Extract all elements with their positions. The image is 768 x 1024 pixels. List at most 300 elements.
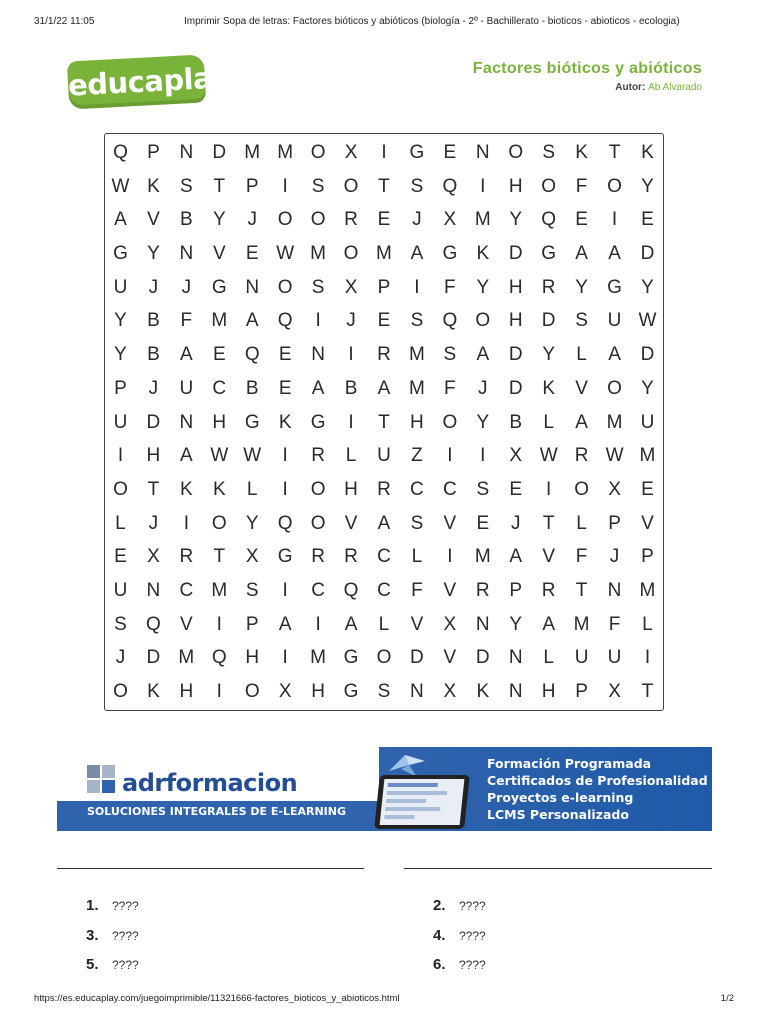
- grid-cell[interactable]: I: [348, 344, 354, 366]
- grid-cell[interactable]: N: [179, 243, 194, 265]
- grid-cell[interactable]: R: [344, 209, 358, 231]
- grid-cell[interactable]: A: [245, 310, 259, 332]
- grid-cell[interactable]: W: [605, 445, 624, 467]
- grid-cell[interactable]: Y: [114, 310, 127, 332]
- grid-cell[interactable]: R: [179, 546, 194, 568]
- grid-cell[interactable]: W: [638, 310, 657, 332]
- grid-cell[interactable]: L: [642, 613, 653, 635]
- grid-cell[interactable]: L: [246, 478, 258, 500]
- grid-cell[interactable]: T: [608, 142, 621, 163]
- grid-cell[interactable]: O: [475, 310, 491, 332]
- grid-cell[interactable]: O: [113, 478, 128, 500]
- grid-cell[interactable]: A: [180, 445, 193, 467]
- grid-cell[interactable]: O: [277, 209, 293, 231]
- grid-cell[interactable]: I: [381, 142, 387, 163]
- grid-cell[interactable]: U: [574, 647, 589, 669]
- grid-cell[interactable]: O: [343, 243, 359, 265]
- grid-cell[interactable]: A: [410, 243, 424, 265]
- grid-cell[interactable]: R: [475, 579, 490, 601]
- grid-cell[interactable]: K: [641, 142, 654, 163]
- grid-cell[interactable]: L: [576, 512, 587, 534]
- grid-cell[interactable]: V: [147, 209, 160, 231]
- grid-cell[interactable]: X: [608, 478, 621, 500]
- grid-cell[interactable]: J: [148, 512, 159, 534]
- grid-cell[interactable]: H: [146, 445, 161, 467]
- grid-cell[interactable]: A: [278, 613, 292, 635]
- grid-cell[interactable]: I: [414, 276, 420, 298]
- grid-cell[interactable]: D: [640, 344, 655, 366]
- grid-cell[interactable]: E: [114, 546, 127, 568]
- grid-cell[interactable]: K: [476, 681, 490, 702]
- grid-cell[interactable]: X: [509, 445, 523, 467]
- grid-cell[interactable]: A: [114, 209, 127, 231]
- grid-cell[interactable]: U: [377, 445, 391, 467]
- grid-cell[interactable]: M: [277, 142, 294, 163]
- print-url[interactable]: https://es.educaplay.com/juegoimprimible/11321666-factores_bioticos_y_abioticos.html: [34, 993, 400, 1004]
- grid-cell[interactable]: I: [183, 512, 189, 534]
- grid-cell[interactable]: K: [278, 411, 292, 433]
- grid-cell[interactable]: H: [344, 478, 358, 500]
- grid-cell[interactable]: C: [311, 579, 325, 601]
- grid-cell[interactable]: O: [310, 209, 326, 231]
- grid-cell[interactable]: Q: [277, 310, 293, 332]
- grid-cell[interactable]: T: [575, 579, 588, 601]
- grid-cell[interactable]: V: [575, 377, 588, 399]
- grid-cell[interactable]: A: [344, 613, 358, 635]
- grid-cell[interactable]: H: [410, 411, 424, 433]
- grid-cell[interactable]: J: [609, 546, 620, 568]
- grid-cell[interactable]: E: [476, 512, 490, 534]
- grid-cell[interactable]: E: [377, 310, 391, 332]
- grid-cell[interactable]: L: [543, 411, 554, 433]
- grid-cell[interactable]: S: [443, 344, 457, 366]
- grid-cell[interactable]: Q: [277, 512, 293, 534]
- grid-cell[interactable]: I: [282, 647, 288, 669]
- grid-cell[interactable]: S: [245, 579, 259, 601]
- grid-cell[interactable]: Y: [575, 276, 588, 298]
- grid-cell[interactable]: A: [377, 512, 391, 534]
- grid-cell[interactable]: S: [410, 175, 424, 197]
- grid-cell[interactable]: O: [244, 681, 260, 702]
- grid-cell[interactable]: T: [213, 546, 226, 568]
- grid-cell[interactable]: G: [113, 243, 128, 265]
- grid-cell[interactable]: R: [344, 546, 358, 568]
- grid-cell[interactable]: P: [575, 681, 588, 702]
- grid-cell[interactable]: M: [310, 243, 326, 265]
- grid-cell[interactable]: I: [315, 310, 321, 332]
- grid-cell[interactable]: S: [377, 681, 391, 702]
- grid-cell[interactable]: X: [344, 276, 358, 298]
- grid-cell[interactable]: K: [476, 243, 490, 265]
- grid-cell[interactable]: B: [344, 377, 358, 399]
- grid-cell[interactable]: M: [211, 310, 228, 332]
- grid-cell[interactable]: C: [377, 546, 391, 568]
- grid-cell[interactable]: H: [179, 681, 194, 702]
- grid-cell[interactable]: D: [212, 142, 227, 163]
- grid-cell[interactable]: J: [247, 209, 257, 231]
- grid-cell[interactable]: N: [508, 681, 523, 702]
- grid-cell[interactable]: Y: [542, 344, 555, 366]
- grid-cell[interactable]: V: [344, 512, 358, 534]
- grid-cell[interactable]: J: [115, 647, 126, 669]
- grid-cell[interactable]: Q: [343, 579, 359, 601]
- grid-cell[interactable]: Y: [147, 243, 160, 265]
- grid-cell[interactable]: E: [641, 209, 654, 231]
- grid-cell[interactable]: G: [244, 411, 260, 433]
- grid-cell[interactable]: X: [443, 209, 457, 231]
- grid-cell[interactable]: E: [443, 142, 457, 163]
- grid-cell[interactable]: Y: [476, 276, 490, 298]
- grid-cell[interactable]: L: [378, 613, 390, 635]
- grid-cell[interactable]: K: [147, 175, 160, 197]
- grid-cell[interactable]: V: [443, 647, 457, 669]
- grid-cell[interactable]: P: [509, 579, 523, 601]
- grid-cell[interactable]: P: [245, 175, 259, 197]
- grid-cell[interactable]: P: [641, 546, 654, 568]
- grid-cell[interactable]: E: [641, 478, 654, 500]
- grid-cell[interactable]: M: [244, 142, 261, 163]
- grid-cell[interactable]: J: [412, 209, 422, 231]
- grid-cell[interactable]: Q: [146, 613, 161, 635]
- grid-cell[interactable]: I: [644, 647, 651, 669]
- grid-cell[interactable]: D: [541, 310, 556, 332]
- grid-cell[interactable]: K: [180, 478, 193, 500]
- grid-cell[interactable]: B: [147, 344, 160, 366]
- grid-cell[interactable]: D: [640, 243, 655, 265]
- grid-cell[interactable]: T: [542, 512, 555, 534]
- grid-cell[interactable]: G: [409, 142, 425, 163]
- grid-cell[interactable]: X: [443, 613, 457, 635]
- grid-cell[interactable]: K: [147, 681, 160, 702]
- grid-cell[interactable]: N: [311, 344, 325, 366]
- grid-cell[interactable]: W: [243, 445, 262, 467]
- grid-cell[interactable]: E: [278, 377, 292, 399]
- grid-cell[interactable]: X: [147, 546, 160, 568]
- grid-cell[interactable]: M: [474, 546, 491, 568]
- grid-cell[interactable]: P: [114, 377, 127, 399]
- grid-cell[interactable]: N: [508, 647, 523, 669]
- grid-cell[interactable]: O: [508, 142, 524, 163]
- grid-cell[interactable]: Y: [245, 512, 259, 534]
- grid-cell[interactable]: T: [378, 411, 390, 433]
- grid-cell[interactable]: C: [212, 377, 227, 399]
- grid-cell[interactable]: Q: [113, 142, 128, 163]
- grid-cell[interactable]: M: [639, 579, 656, 601]
- grid-cell[interactable]: P: [147, 142, 160, 163]
- grid-cell[interactable]: E: [212, 344, 226, 366]
- grid-cell[interactable]: Q: [442, 310, 458, 332]
- grid-cell[interactable]: I: [282, 478, 288, 500]
- grid-cell[interactable]: S: [311, 276, 325, 298]
- grid-cell[interactable]: R: [311, 546, 325, 568]
- answer-text: ????: [459, 958, 486, 972]
- grid-cell[interactable]: V: [443, 512, 457, 534]
- grid-cell[interactable]: O: [376, 647, 392, 669]
- grid-cell[interactable]: M: [376, 243, 392, 265]
- grid-cell[interactable]: J: [478, 377, 488, 399]
- grid-cell[interactable]: P: [377, 276, 391, 298]
- grid-cell[interactable]: S: [410, 310, 424, 332]
- grid-cell[interactable]: J: [148, 276, 159, 298]
- grid-cell[interactable]: D: [146, 411, 161, 433]
- grid-cell[interactable]: N: [410, 681, 424, 702]
- grid-cell[interactable]: Y: [212, 209, 226, 231]
- grid-cell[interactable]: Y: [114, 344, 127, 366]
- grid-cell[interactable]: U: [113, 411, 128, 433]
- grid-cell[interactable]: O: [574, 478, 589, 500]
- grid-cell[interactable]: J: [346, 310, 356, 332]
- grid-cell[interactable]: J: [148, 377, 159, 399]
- grid-cell[interactable]: X: [344, 142, 358, 163]
- grid-cell[interactable]: H: [541, 681, 556, 702]
- grid-cell[interactable]: U: [113, 276, 128, 298]
- grid-cell[interactable]: E: [278, 344, 292, 366]
- grid-cell[interactable]: A: [509, 546, 523, 568]
- grid-cell[interactable]: N: [475, 142, 490, 163]
- grid-cell[interactable]: I: [282, 579, 288, 601]
- grid-cell[interactable]: A: [377, 377, 391, 399]
- grid-cell[interactable]: R: [377, 344, 391, 366]
- grid-cell[interactable]: Z: [411, 445, 423, 467]
- grid-cell[interactable]: Y: [509, 209, 523, 231]
- grid-cell[interactable]: M: [474, 209, 491, 231]
- grid-cell[interactable]: T: [378, 175, 390, 197]
- grid-cell[interactable]: O: [607, 377, 622, 399]
- grid-cell[interactable]: R: [574, 445, 589, 467]
- grid-cell[interactable]: B: [180, 209, 193, 231]
- grid-cell[interactable]: I: [117, 445, 124, 467]
- grid-cell[interactable]: I: [480, 445, 486, 467]
- tablet-icon: [374, 775, 470, 829]
- grid-cell[interactable]: U: [179, 377, 194, 399]
- grid-cell[interactable]: Q: [541, 209, 557, 231]
- grid-cell[interactable]: O: [541, 175, 557, 197]
- grid-cell[interactable]: S: [575, 310, 588, 332]
- grid-cell[interactable]: M: [211, 579, 228, 601]
- grid-cell[interactable]: Y: [641, 175, 654, 197]
- grid-cell[interactable]: P: [608, 512, 621, 534]
- grid-cell[interactable]: D: [508, 377, 523, 399]
- adrformacion-banner[interactable]: [57, 747, 712, 831]
- grid-cell[interactable]: T: [147, 478, 160, 500]
- grid-cell[interactable]: I: [348, 411, 354, 433]
- grid-cell[interactable]: E: [245, 243, 259, 265]
- grid-cell[interactable]: F: [444, 377, 456, 399]
- grid-cell[interactable]: F: [608, 613, 621, 635]
- grid-cell[interactable]: N: [245, 276, 260, 298]
- grid-cell[interactable]: F: [411, 579, 423, 601]
- grid-cell[interactable]: E: [377, 209, 391, 231]
- educaplay-logo[interactable]: [67, 54, 231, 109]
- grid-cell[interactable]: U: [113, 579, 128, 601]
- grid-cell[interactable]: T: [213, 175, 226, 197]
- grid-cell[interactable]: D: [475, 647, 490, 669]
- grid-cell[interactable]: O: [310, 478, 326, 500]
- grid-cell[interactable]: A: [575, 411, 588, 433]
- grid-cell[interactable]: L: [576, 344, 587, 366]
- grid-cell[interactable]: O: [113, 681, 128, 702]
- grid-cell[interactable]: A: [608, 344, 621, 366]
- grid-cell[interactable]: M: [178, 647, 195, 669]
- grid-cell[interactable]: G: [343, 647, 359, 669]
- grid-cell[interactable]: R: [311, 445, 325, 467]
- grid-cell[interactable]: G: [541, 243, 557, 265]
- grid-cell[interactable]: R: [377, 478, 391, 500]
- grid-cell[interactable]: L: [115, 512, 126, 534]
- grid-cell[interactable]: D: [508, 344, 523, 366]
- grid-cell[interactable]: L: [411, 546, 423, 568]
- answer-number: 3.: [86, 927, 99, 944]
- grid-cell[interactable]: N: [179, 411, 194, 433]
- grid-cell[interactable]: H: [508, 310, 523, 332]
- grid-cell[interactable]: H: [508, 276, 523, 298]
- grid-cell[interactable]: F: [575, 546, 588, 568]
- grid-cell[interactable]: N: [607, 579, 622, 601]
- grid-cell[interactable]: V: [641, 512, 654, 534]
- grid-cell[interactable]: A: [180, 344, 193, 366]
- grid-cell[interactable]: C: [377, 579, 391, 601]
- grid-cell[interactable]: B: [509, 411, 523, 433]
- grid-cell[interactable]: S: [180, 175, 193, 197]
- grid-cell[interactable]: S: [311, 175, 325, 197]
- grid-cell[interactable]: I: [546, 478, 552, 500]
- grid-cell[interactable]: A: [311, 377, 325, 399]
- grid-cell[interactable]: M: [606, 411, 623, 433]
- grid-cell[interactable]: I: [447, 546, 453, 568]
- grid-cell[interactable]: N: [475, 613, 490, 635]
- grid-cell[interactable]: Q: [442, 175, 458, 197]
- grid-cell[interactable]: S: [542, 142, 555, 163]
- grid-cell[interactable]: G: [277, 546, 293, 568]
- grid-cell[interactable]: V: [443, 579, 457, 601]
- grid-cell[interactable]: C: [179, 579, 194, 601]
- grid-cell[interactable]: A: [608, 243, 621, 265]
- grid-cell[interactable]: D: [410, 647, 424, 669]
- grid-cell[interactable]: D: [508, 243, 523, 265]
- grid-cell[interactable]: S: [114, 613, 127, 635]
- grid-cell[interactable]: N: [179, 142, 194, 163]
- grid-cell[interactable]: D: [146, 647, 161, 669]
- grid-cell[interactable]: P: [245, 613, 259, 635]
- grid-cell[interactable]: O: [442, 411, 458, 433]
- grid-cell[interactable]: V: [542, 546, 555, 568]
- banner-item: Formación Programada: [487, 756, 652, 771]
- grid-cell[interactable]: K: [575, 142, 588, 163]
- grid-cell[interactable]: I: [216, 681, 222, 702]
- grid-cell[interactable]: B: [245, 377, 259, 399]
- grid-cell[interactable]: X: [608, 681, 621, 702]
- grid-cell[interactable]: J: [510, 512, 521, 534]
- grid-cell[interactable]: G: [343, 681, 359, 702]
- grid-cell[interactable]: V: [410, 613, 424, 635]
- grid-cell[interactable]: H: [245, 647, 260, 669]
- grid-cell[interactable]: O: [310, 142, 326, 163]
- grid-cell[interactable]: S: [476, 478, 490, 500]
- grid-cell[interactable]: U: [607, 647, 622, 669]
- grid-cell[interactable]: M: [310, 647, 326, 669]
- grid-cell[interactable]: N: [146, 579, 161, 601]
- grid-cell[interactable]: R: [541, 276, 556, 298]
- grid-cell[interactable]: C: [442, 478, 457, 500]
- grid-cell[interactable]: I: [447, 445, 453, 467]
- grid-cell[interactable]: A: [575, 243, 588, 265]
- logo-text: educaplay: [67, 60, 231, 103]
- grid-cell[interactable]: Y: [641, 377, 654, 399]
- grid-cell[interactable]: I: [315, 613, 321, 635]
- grid-cell[interactable]: A: [542, 613, 555, 635]
- grid-cell[interactable]: U: [640, 411, 655, 433]
- grid-cell[interactable]: B: [147, 310, 160, 332]
- grid-cell[interactable]: M: [639, 445, 656, 467]
- grid-cell[interactable]: X: [245, 546, 259, 568]
- grid-cell[interactable]: O: [343, 175, 359, 197]
- grid-cell[interactable]: G: [442, 243, 458, 265]
- grid-cell[interactable]: T: [641, 681, 654, 702]
- grid-cell[interactable]: L: [345, 445, 357, 467]
- grid-cell[interactable]: X: [443, 681, 457, 702]
- author-name[interactable]: Ab Alvarado: [648, 82, 702, 93]
- grid-cell[interactable]: V: [212, 243, 226, 265]
- grid-cell[interactable]: G: [607, 276, 622, 298]
- grid-cell[interactable]: K: [212, 478, 226, 500]
- grid-cell[interactable]: H: [311, 681, 325, 702]
- grid-cell[interactable]: V: [180, 613, 193, 635]
- grid-cell[interactable]: H: [508, 175, 523, 197]
- adr-squares-icon: [87, 765, 117, 795]
- grid-cell[interactable]: K: [542, 377, 555, 399]
- grid-cell[interactable]: Y: [509, 613, 523, 635]
- grid-cell[interactable]: I: [282, 175, 288, 197]
- grid-cell[interactable]: F: [444, 276, 456, 298]
- grid-cell[interactable]: A: [476, 344, 490, 366]
- grid-cell[interactable]: I: [216, 613, 222, 635]
- grid-cell[interactable]: O: [277, 276, 293, 298]
- grid-cell[interactable]: C: [410, 478, 424, 500]
- grid-cell[interactable]: I: [480, 175, 486, 197]
- grid-cell[interactable]: E: [575, 209, 588, 231]
- grid-cell[interactable]: Y: [641, 276, 654, 298]
- grid-cell[interactable]: W: [210, 445, 229, 467]
- grid-cell[interactable]: W: [539, 445, 558, 467]
- grid-cell[interactable]: W: [276, 243, 295, 265]
- grid-cell[interactable]: I: [611, 209, 618, 231]
- grid-cell[interactable]: M: [573, 613, 590, 635]
- grid-cell[interactable]: L: [543, 647, 554, 669]
- grid-cell[interactable]: M: [408, 344, 425, 366]
- grid-cell[interactable]: I: [282, 445, 288, 467]
- grid-cell[interactable]: S: [410, 512, 424, 534]
- grid-cell[interactable]: O: [607, 175, 622, 197]
- grid-cell[interactable]: F: [180, 310, 193, 332]
- grid-cell[interactable]: F: [575, 175, 588, 197]
- grid-cell[interactable]: G: [310, 411, 326, 433]
- grid-cell[interactable]: J: [181, 276, 192, 298]
- grid-cell[interactable]: Q: [211, 647, 227, 669]
- grid-cell[interactable]: O: [211, 512, 227, 534]
- grid-cell[interactable]: H: [212, 411, 227, 433]
- grid-cell[interactable]: G: [211, 276, 227, 298]
- grid-cell[interactable]: O: [310, 512, 326, 534]
- grid-cell[interactable]: M: [408, 377, 425, 399]
- grid-cell[interactable]: W: [111, 175, 130, 197]
- grid-cell[interactable]: R: [541, 579, 556, 601]
- grid-cell[interactable]: Y: [476, 411, 490, 433]
- answer-number: 4.: [433, 927, 446, 944]
- grid-cell[interactable]: U: [607, 310, 622, 332]
- grid-cell[interactable]: E: [509, 478, 523, 500]
- grid-cell[interactable]: Q: [244, 344, 260, 366]
- grid-cell[interactable]: X: [278, 681, 292, 702]
